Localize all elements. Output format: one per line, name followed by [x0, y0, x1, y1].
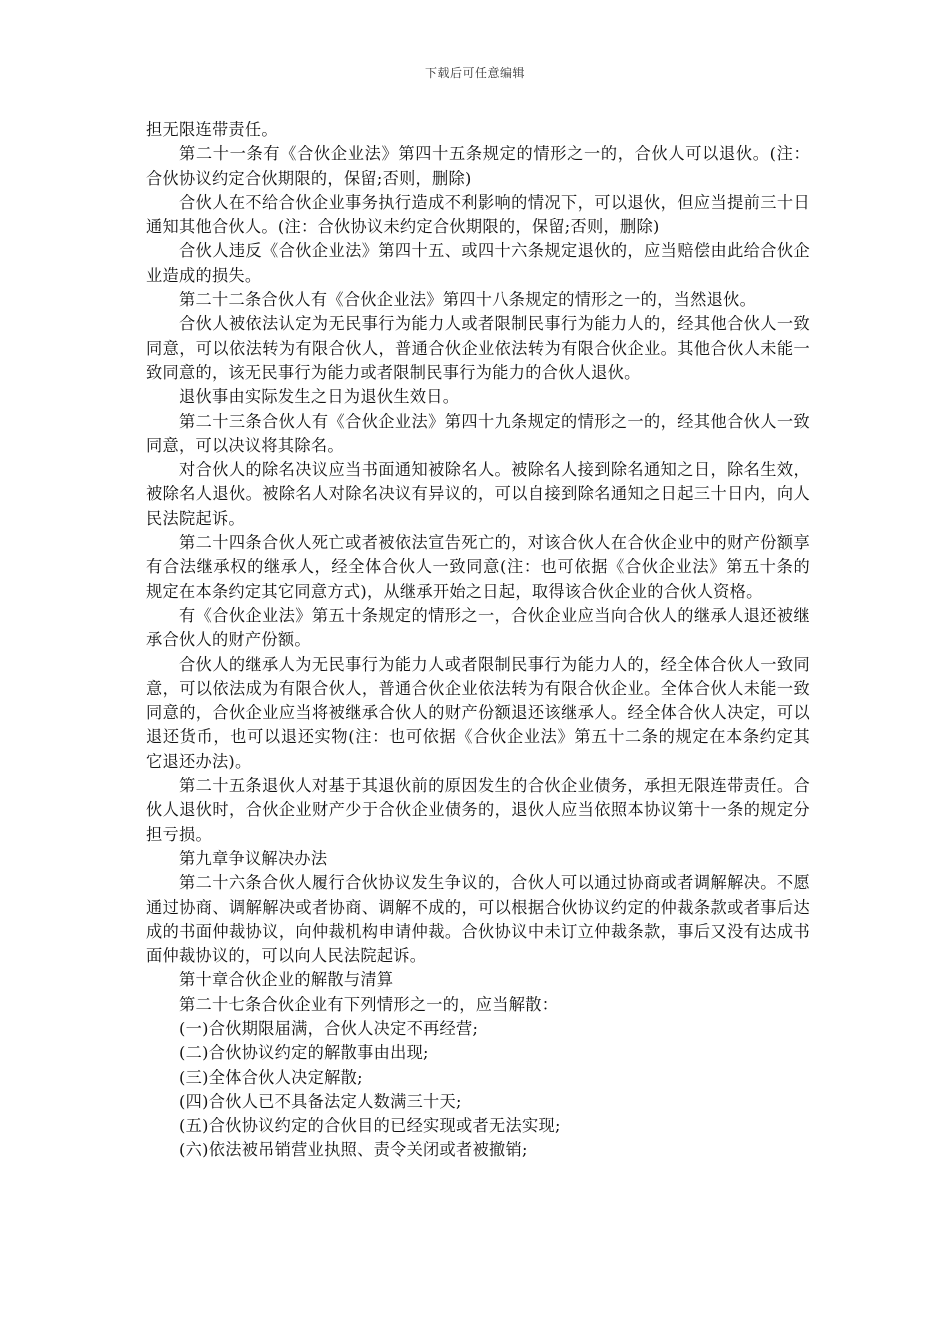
page-header: 下载后可任意编辑	[424, 66, 525, 80]
article-21-paragraph: 第二十一条有《合伙企业法》第四十五条规定的情形之一的，合伙人可以退伙。(注：合伙协议约定合伙期限的，保留;否则，删除)	[146, 144, 810, 188]
list-item: (三)全体合伙人决定解散;	[179, 1067, 363, 1087]
article-22-paragraph: 第二十二条合伙人有《合伙企业法》第四十八条规定的情形之一的，当然退伙。	[179, 290, 757, 310]
list-item: (二)合伙协议约定的解散事由出现;	[179, 1043, 429, 1063]
chapter-10-heading: 第十章合伙企业的解散与清算	[179, 970, 394, 990]
list-item: (四)合伙人已不具备法定人数满三十天;	[179, 1091, 462, 1111]
paragraph: 合伙人的继承人为无民事行为能力人或者限制民事行为能力人的，经全体合伙人一致同意，可以依法成为有限合伙人，普通合伙企业依法转为有限合伙企业。全体合伙人未能一致同意的，合伙企业应当将被继承合伙人的财产份额退还该继承人。经全体合伙人决定，可以退还货币，也可以退还实物(注：也可依据《合伙企业法》第五十二条的规定在本条约定其它退还办法)。	[146, 654, 810, 771]
article-27-paragraph: 第二十七条合伙企业有下列情形之一的，应当解散：	[179, 994, 559, 1014]
list-item: (六)依法被吊销营业执照、责令关闭或者被撤销;	[179, 1140, 528, 1160]
list-item: (五)合伙协议约定的合伙目的已经实现或者无法实现;	[179, 1116, 561, 1136]
paragraph: 退伙事由实际发生之日为退伙生效日。	[179, 387, 460, 407]
paragraph: 有《合伙企业法》第五十条规定的情形之一，合伙企业应当向合伙人的继承人退还被继承合伙人的财产份额。	[146, 605, 810, 650]
paragraph: 合伙人被依法认定为无民事行为能力人或者限制民事行为能力人的，经其他合伙人一致同意，可以依法转为有限合伙人，普通合伙企业依法转为有限合伙企业。其他合伙人未能一致同意的，该无民事行为能力或者限制民事行为能力的合伙人退伙。	[146, 314, 810, 382]
article-23-paragraph: 第二十三条合伙人有《合伙企业法》第四十九条规定的情形之一的，经其他合伙人一致同意，可以决议将其除名。	[146, 411, 810, 455]
paragraph: 合伙人违反《合伙企业法》第四十五、或四十六条规定退伙的，应当赔偿由此给合伙企业造成的损失。	[146, 241, 810, 285]
chapter-9-heading: 第九章争议解决办法	[179, 848, 328, 868]
paragraph: 担无限连带责任。	[146, 120, 278, 139]
article-25-paragraph: 第二十五条退伙人对基于其退伙前的原因发生的合伙企业债务，承担无限连带责任。合伙人退伙时，合伙企业财产少于合伙企业债务的，退伙人应当依照本协议第十一条的规定分担亏损。	[146, 776, 810, 844]
document-body	[146, 118, 810, 1163]
list-item: (一)合伙期限届满，合伙人决定不再经营;	[179, 1018, 479, 1038]
article-26-paragraph: 第二十六条合伙人履行合伙协议发生争议的，合伙人可以通过协商或者调解解决。不愿通过协商、调解解决或者协商、调解不成的，可以根据合伙协议约定的仲裁条款或者事后达成的书面仲裁协议，向仲裁机构申请仲裁。合伙协议中未订立仲裁条款，事后又没有达成书面仲裁协议的，可以向人民法院起诉。	[146, 873, 810, 966]
paragraph: 合伙人在不给合伙企业事务执行造成不利影响的情况下，可以退伙，但应当提前三十日通知其他合伙人。(注：合伙协议未约定合伙期限的，保留;否则，删除)	[146, 192, 810, 237]
paragraph: 对合伙人的除名决议应当书面通知被除名人。被除名人接到除名通知之日，除名生效，被除名人退伙。被除名人对除名决议有异议的，可以自接到除名通知之日起三十日内，向人民法院起诉。	[146, 460, 810, 528]
article-24-paragraph: 第二十四条合伙人死亡或者被依法宣告死亡的，对该合伙人在合伙企业中的财产份额享有合法继承权的继承人，经全体合伙人一致同意(注：也可依据《合伙企业法》第五十条的规定在本条约定其它同意方式)，从继承开始之日起，取得该合伙企业的合伙人资格。	[146, 533, 810, 601]
